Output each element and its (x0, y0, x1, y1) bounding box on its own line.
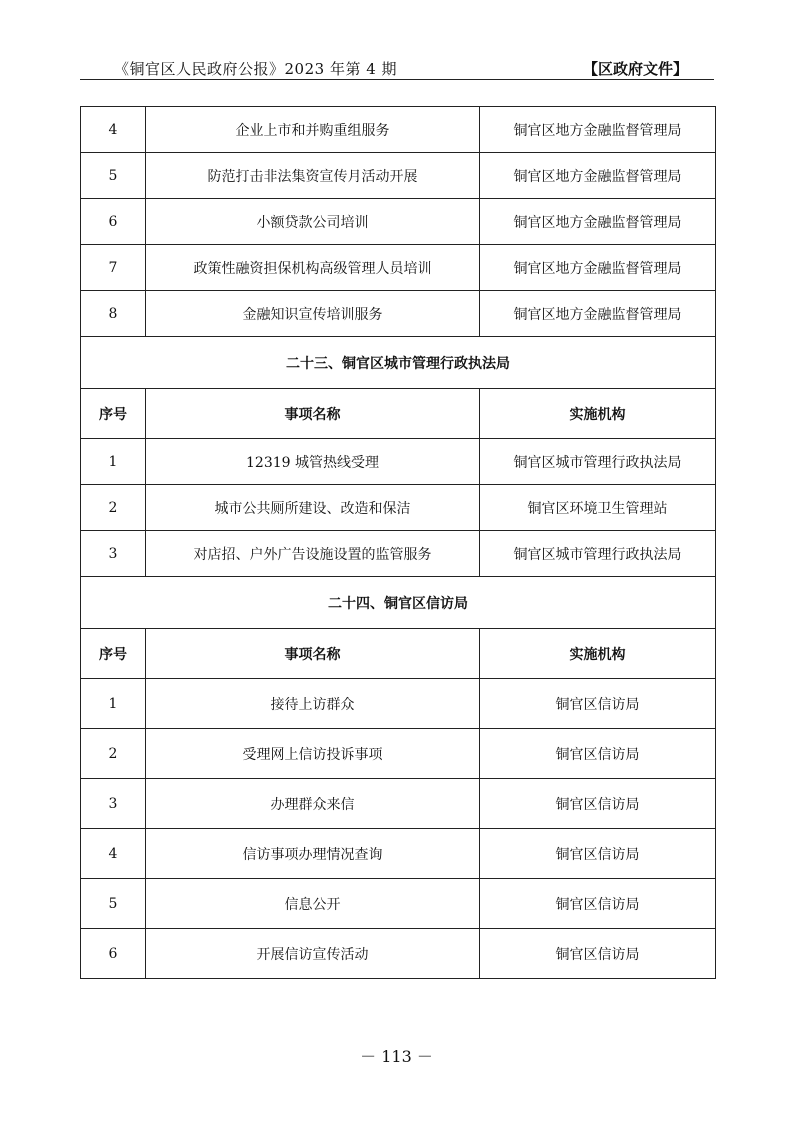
implementing-org: 铜官区信访局 (480, 729, 716, 779)
item-name: 接待上访群众 (146, 679, 480, 729)
column-header-row (81, 389, 716, 439)
table-row (81, 531, 716, 577)
implementing-org: 铜官区城市管理行政执法局 (480, 439, 716, 485)
item-name: 企业上市和并购重组服务 (146, 107, 480, 153)
table-row (81, 829, 716, 879)
row-number: 4 (81, 107, 146, 153)
section-tag: 【区政府文件】 (582, 60, 688, 78)
column-header-row (81, 629, 716, 679)
item-name: 小额贷款公司培训 (146, 199, 480, 245)
row-number: 4 (81, 829, 146, 879)
item-name: 信访事项办理情况查询 (146, 829, 480, 879)
bulletin-title: 《铜官区人民政府公报》2023 年第 4 期 (114, 60, 398, 78)
implementing-org: 铜官区地方金融监督管理局 (480, 199, 716, 245)
row-number: 6 (81, 199, 146, 245)
section-heading-row (81, 337, 716, 389)
row-number: 3 (81, 531, 146, 577)
implementing-org: 铜官区地方金融监督管理局 (480, 291, 716, 337)
table-row (81, 485, 716, 531)
service-table (80, 106, 716, 979)
implementing-org: 铜官区地方金融监督管理局 (480, 153, 716, 199)
section-title: 二十三、铜官区城市管理行政执法局 (81, 337, 716, 389)
col-header-org: 实施机构 (480, 389, 716, 439)
col-header-name: 事项名称 (146, 389, 480, 439)
table-row (81, 779, 716, 829)
row-number: 6 (81, 929, 146, 979)
row-number: 2 (81, 729, 146, 779)
implementing-org: 铜官区城市管理行政执法局 (480, 531, 716, 577)
table-row (81, 199, 716, 245)
implementing-org: 铜官区信访局 (480, 679, 716, 729)
item-name: 金融知识宣传培训服务 (146, 291, 480, 337)
implementing-org: 铜官区信访局 (480, 829, 716, 879)
section-heading-row (81, 577, 716, 629)
implementing-org: 铜官区信访局 (480, 879, 716, 929)
row-number: 3 (81, 779, 146, 829)
table-row (81, 291, 716, 337)
implementing-org: 铜官区地方金融监督管理局 (480, 107, 716, 153)
item-name: 对店招、户外广告设施设置的监管服务 (146, 531, 480, 577)
row-number: 2 (81, 485, 146, 531)
table-row (81, 245, 716, 291)
row-number: 5 (81, 879, 146, 929)
item-name: 开展信访宣传活动 (146, 929, 480, 979)
table-row (81, 879, 716, 929)
row-number: 1 (81, 679, 146, 729)
table-row (81, 929, 716, 979)
implementing-org: 铜官区信访局 (480, 929, 716, 979)
row-number: 5 (81, 153, 146, 199)
col-header-name: 事项名称 (146, 629, 480, 679)
section-title: 二十四、铜官区信访局 (81, 577, 716, 629)
table-row (81, 439, 716, 485)
implementing-org: 铜官区信访局 (480, 779, 716, 829)
header-rule (80, 79, 714, 80)
table-row (81, 107, 716, 153)
page-number: － 113 － (360, 1047, 433, 1066)
item-name: 受理网上信访投诉事项 (146, 729, 480, 779)
page-header (80, 50, 714, 80)
item-name: 城市公共厕所建设、改造和保洁 (146, 485, 480, 531)
implementing-org: 铜官区地方金融监督管理局 (480, 245, 716, 291)
item-name: 防范打击非法集资宣传月活动开展 (146, 153, 480, 199)
table-row (81, 729, 716, 779)
implementing-org: 铜官区环境卫生管理站 (480, 485, 716, 531)
col-header-number: 序号 (81, 629, 146, 679)
item-name: 政策性融资担保机构高级管理人员培训 (146, 245, 480, 291)
col-header-org: 实施机构 (480, 629, 716, 679)
row-number: 8 (81, 291, 146, 337)
row-number: 1 (81, 439, 146, 485)
table-row (81, 679, 716, 729)
item-name: 12319 城管热线受理 (146, 439, 480, 485)
item-name: 信息公开 (146, 879, 480, 929)
row-number: 7 (81, 245, 146, 291)
col-header-number: 序号 (81, 389, 146, 439)
table-row (81, 153, 716, 199)
item-name: 办理群众来信 (146, 779, 480, 829)
